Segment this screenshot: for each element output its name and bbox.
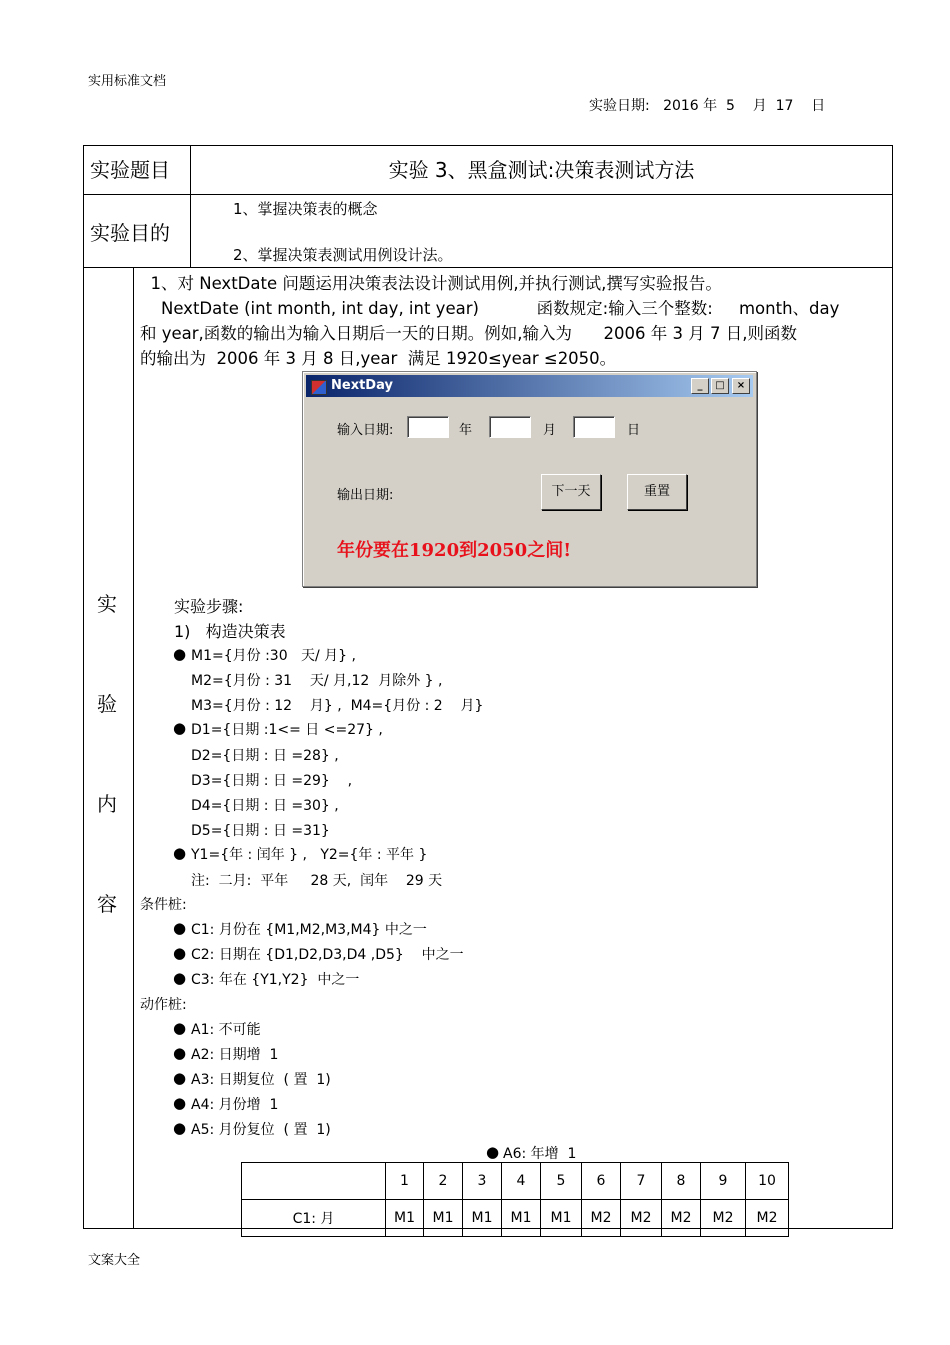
table-cell: M1 — [386, 1200, 424, 1237]
table-row — [242, 1163, 789, 1200]
dialog-title: NextDay — [331, 378, 393, 393]
reset-button[interactable]: 重置 — [627, 474, 687, 510]
action-item: A5: 月份复位 ( 置 1) — [191, 1122, 331, 1138]
close-icon[interactable]: × — [732, 378, 750, 394]
nextday-dialog — [302, 371, 757, 587]
year-def: Y1={年 : 闰年 } , Y2={年 : 平年 } — [191, 847, 428, 863]
bullet-icon: ● — [173, 1019, 187, 1037]
border-top — [83, 145, 893, 146]
day-def: D2={日期 : 日 =28} , — [191, 748, 339, 764]
intro-line: 的输出为 2006 年 3 月 8 日,year 满足 1920≤year ≤2050。 — [140, 349, 617, 368]
day-def: D3={日期 : 日 =29} , — [191, 773, 353, 789]
action-item: A2: 日期增 1 — [191, 1047, 279, 1063]
bullet-icon: ● — [173, 1094, 187, 1112]
bullet-icon: ● — [173, 1069, 187, 1087]
table-cell: 1 — [386, 1163, 424, 1200]
condition-item: C1: 月份在 {M1,M2,M3,M4} 中之一 — [191, 922, 427, 938]
bullet-icon: ● — [173, 844, 187, 862]
year-input[interactable] — [407, 416, 449, 438]
side-label-char: 验 — [97, 692, 117, 716]
bullet-icon: ● — [173, 969, 187, 987]
output-date-label: 输出日期: — [337, 488, 394, 503]
bullet-icon: ● — [173, 944, 187, 962]
month-input[interactable] — [489, 416, 531, 438]
experiment-title-label: 实验题目 — [90, 158, 170, 182]
table-row — [242, 1200, 789, 1237]
condition-stub-title: 条件桩: — [140, 897, 187, 913]
bullet-icon: ● — [173, 719, 187, 737]
maximize-icon[interactable]: □ — [711, 378, 729, 394]
intro-line: 和 year,函数的输出为输入日期后一天的日期。例如,输入为 2006 年 3 月 7 日,则函数 — [140, 324, 797, 343]
experiment-title: 实验 3、黑盒测试:决策表测试方法 — [388, 158, 695, 182]
table-cell: 9 — [701, 1163, 746, 1200]
decision-table — [241, 1162, 789, 1237]
table-cell: 4 — [502, 1163, 541, 1200]
action-item: A6: 年增 1 — [503, 1146, 577, 1162]
experiment-date: 实验日期: 2016 年 5 月 17 日 — [589, 98, 826, 114]
action-stub-title: 动作桩: — [140, 997, 187, 1013]
table-cell: 6 — [582, 1163, 621, 1200]
table-cell: M1 — [463, 1200, 502, 1237]
experiment-purpose-label: 实验目的 — [90, 221, 170, 245]
intro-line: 1、对 NextDate 问题运用决策表法设计测试用例,并执行测试,撰写实验报告。 — [140, 274, 722, 293]
table-cell: 3 — [463, 1163, 502, 1200]
table-cell: M1 — [541, 1200, 582, 1237]
doc-header-label: 实用标准文档 — [88, 74, 167, 89]
bullet-icon: ● — [173, 919, 187, 937]
table-cell: C1: 月 — [242, 1200, 386, 1237]
intro-line: NextDate (int month, int day, int year) 函数规定:输入三个整数: month、day — [140, 299, 840, 318]
bullet-icon: ● — [173, 1044, 187, 1062]
bullet-icon: ● — [173, 1119, 187, 1137]
table-cell: M1 — [424, 1200, 463, 1237]
border-row1 — [83, 194, 893, 195]
border-right — [892, 145, 893, 1229]
day-input[interactable] — [573, 416, 615, 438]
condition-item: C2: 日期在 {D1,D2,D3,D4 ,D5} 中之一 — [191, 947, 464, 963]
month-def: M1={月份 :30 天/ 月} , — [191, 648, 356, 664]
month-def: M2={月份 : 31 天/ 月,12 月除外 } , — [191, 673, 443, 689]
border-row2 — [83, 267, 893, 268]
table-cell: 2 — [424, 1163, 463, 1200]
condition-item: C3: 年在 {Y1,Y2} 中之一 — [191, 972, 360, 988]
table-cell: M1 — [502, 1200, 541, 1237]
table-cell: 8 — [662, 1163, 701, 1200]
purpose-item: 1、掌握决策表的概念 — [233, 200, 378, 218]
table-cell: 10 — [746, 1163, 789, 1200]
bullet-icon: ● — [486, 1143, 500, 1161]
border-side-col — [133, 267, 134, 1229]
input-date-label: 输入日期: — [337, 423, 394, 438]
day-def: D1={日期 :1<= 日 <=27} , — [191, 722, 383, 738]
note: 注: 二月: 平年 28 天, 闰年 29 天 — [191, 873, 443, 889]
purpose-item: 2、掌握决策表测试用例设计法。 — [233, 246, 453, 264]
side-label-char: 实 — [97, 592, 117, 616]
app-icon — [311, 380, 327, 395]
table-cell: M2 — [582, 1200, 621, 1237]
table-cell: 7 — [621, 1163, 662, 1200]
table-cell: M2 — [662, 1200, 701, 1237]
steps-subheading: 1) 构造决策表 — [174, 622, 286, 641]
next-day-button[interactable]: 下一天 — [541, 474, 601, 510]
bullet-icon: ● — [173, 645, 187, 663]
table-cell: 5 — [541, 1163, 582, 1200]
doc-footer: 文案大全 — [88, 1253, 141, 1268]
month-label: 月 — [543, 423, 557, 438]
table-cell: M2 — [746, 1200, 789, 1237]
dialog-titlebar — [306, 375, 753, 397]
table-cell: M2 — [701, 1200, 746, 1237]
day-def: D5={日期 : 日 =31} — [191, 823, 330, 839]
action-item: A3: 日期复位 ( 置 1) — [191, 1072, 331, 1088]
table-cell: M2 — [621, 1200, 662, 1237]
steps-heading: 实验步骤: — [174, 597, 244, 616]
action-item: A4: 月份增 1 — [191, 1097, 279, 1113]
side-label-char: 容 — [97, 892, 117, 916]
minimize-icon[interactable]: _ — [691, 378, 709, 394]
day-label: 日 — [627, 423, 641, 438]
table-cell — [242, 1163, 386, 1200]
year-range-error-message: 年份要在1920到2050之间! — [337, 540, 572, 561]
border-left — [83, 145, 84, 1229]
year-label: 年 — [459, 423, 473, 438]
day-def: D4={日期 : 日 =30} , — [191, 798, 339, 814]
action-item: A1: 不可能 — [191, 1022, 261, 1038]
month-def: M3={月份 : 12 月} , M4={月份 : 2 月} — [191, 698, 484, 714]
side-label-char: 内 — [97, 792, 117, 816]
